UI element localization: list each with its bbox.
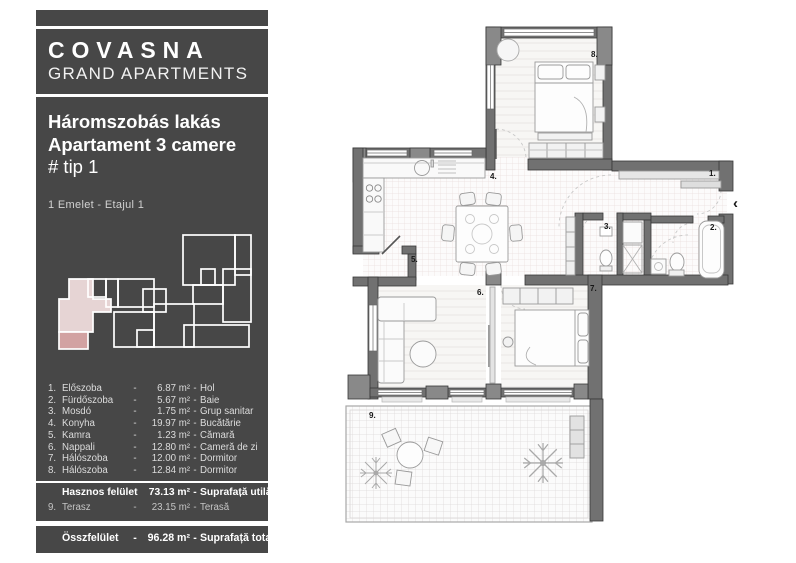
spacer xyxy=(48,487,62,499)
dash: - xyxy=(133,464,137,476)
floor-label: 1 Emelet - Etajul 1 xyxy=(48,199,145,211)
minimap-building-outline xyxy=(88,235,251,347)
dash: - xyxy=(133,383,137,394)
room-num: 5. xyxy=(48,429,57,441)
useful-label-hu: Hasznos felület xyxy=(62,487,138,498)
brand-panel xyxy=(36,29,268,94)
dash: - xyxy=(133,394,137,406)
useful-label-ro: Suprafață utilă xyxy=(200,487,272,498)
total-label-hu: Összfelület xyxy=(62,532,119,544)
hall-shelf-2 xyxy=(681,181,721,188)
room-area: 1.75 m² xyxy=(157,406,190,418)
room-name-hu: Hálószoba xyxy=(62,453,108,465)
dash: - xyxy=(193,383,197,394)
label-room-2: 2. xyxy=(710,223,717,232)
wardrobe-8 xyxy=(529,143,603,158)
dash: - xyxy=(193,502,197,513)
terrace-label-hu: Terasz xyxy=(62,502,91,513)
dash: - xyxy=(193,394,197,406)
summary-useful-row xyxy=(48,487,272,499)
label-room-6: 6. xyxy=(477,288,484,297)
label-room-3: 3. xyxy=(604,222,611,231)
room-name-hu: Kamra xyxy=(62,429,91,441)
separator-line xyxy=(36,481,268,483)
spacer xyxy=(48,533,62,545)
dash: - xyxy=(193,487,197,498)
useful-value: 73.13 m² xyxy=(148,487,190,498)
label-room-5: 5. xyxy=(411,255,418,264)
room-num: 3. xyxy=(48,406,57,418)
room-list-row xyxy=(48,465,258,477)
label-room-9: 9. xyxy=(369,411,376,420)
label-room-1: 1. xyxy=(709,169,716,178)
minimap-highlight-apartment xyxy=(59,279,111,332)
room-name-ro: Cămară xyxy=(200,429,235,441)
room-name-ro: Bucătărie xyxy=(200,418,241,430)
room-name-hu: Előszoba xyxy=(62,383,102,394)
apartment-type: # tip 1 xyxy=(48,156,99,177)
room-list-row xyxy=(48,418,258,430)
room-num: 1. xyxy=(48,383,57,394)
dash: - xyxy=(193,418,197,430)
dash: - xyxy=(133,532,137,544)
dash: - xyxy=(193,464,197,476)
room-area: 12.84 m² xyxy=(151,464,190,476)
dash: - xyxy=(193,429,197,441)
floor-terrace xyxy=(346,406,592,522)
floor-plan xyxy=(338,7,790,555)
hall-shelf xyxy=(619,171,719,179)
room-list-row xyxy=(48,383,258,395)
total-panel xyxy=(36,526,281,553)
dash: - xyxy=(133,453,137,465)
label-room-7: 7. xyxy=(590,284,597,293)
room-num: 2. xyxy=(48,394,57,406)
room-list-row xyxy=(48,453,258,465)
room-list-row xyxy=(48,395,258,407)
entrance-arrow-icon: ‹ xyxy=(733,195,738,212)
brand-title: COVASNA xyxy=(48,37,210,63)
terrace-label-ro: Terasă xyxy=(200,502,230,513)
room-list xyxy=(48,383,258,477)
kitchen-cupboard xyxy=(566,217,575,275)
brand-subtitle: GRAND APARTMENTS xyxy=(48,64,249,83)
room-name-hu: Konyha xyxy=(62,418,95,430)
room-num: 4. xyxy=(48,418,57,430)
dash: - xyxy=(133,502,137,513)
room-name-hu: Hálószoba xyxy=(62,464,108,476)
room-num: 8. xyxy=(48,464,57,476)
room-area: 12.80 m² xyxy=(151,441,190,453)
minimap xyxy=(50,221,256,361)
summary-terrace-row xyxy=(48,502,258,514)
room-num: 6. xyxy=(48,441,57,453)
dash: - xyxy=(133,441,137,453)
dash: - xyxy=(133,406,137,418)
dash: - xyxy=(193,532,197,544)
summary-total-row xyxy=(48,532,281,545)
room-name-ro: Baie xyxy=(200,394,220,406)
terrace-value: 23.15 m² xyxy=(151,502,190,513)
sidebar-top-bar xyxy=(36,10,268,26)
dash: - xyxy=(193,453,197,465)
room-list-row xyxy=(48,430,258,442)
coffee-table xyxy=(410,341,436,367)
apartment-title-ro: Apartament 3 camere xyxy=(48,133,237,155)
bed-7 xyxy=(503,310,589,366)
sidebar xyxy=(36,10,281,555)
room-num: 7. xyxy=(48,453,57,465)
apartment-title xyxy=(48,111,236,179)
apartment-title-hu: Háromszobás lakás xyxy=(48,111,221,132)
room-name-ro: Dormitor xyxy=(200,464,238,476)
dash: - xyxy=(193,441,197,453)
room-name-ro: Dormitor xyxy=(200,453,238,465)
terrace-num: 9. xyxy=(48,502,57,513)
sidebar-main-panel xyxy=(36,97,272,521)
room-name-ro: Grup sanitar xyxy=(200,406,254,418)
wardrobe-7 xyxy=(503,288,573,304)
label-room-4: 4. xyxy=(490,172,497,181)
total-label-ro: Suprafață totală xyxy=(200,532,281,544)
room-name-ro: Hol xyxy=(200,383,215,394)
room-list-row xyxy=(48,406,258,418)
label-room-8: 8. xyxy=(591,50,598,59)
room-name-hu: Fürdőszoba xyxy=(62,394,114,406)
sliding-door xyxy=(490,287,495,383)
room-name-ro: Cameră de zi xyxy=(200,441,258,453)
dash: - xyxy=(133,429,137,441)
room-name-hu: Nappali xyxy=(62,441,95,453)
dash: - xyxy=(193,406,197,418)
dash: - xyxy=(133,418,137,430)
room-name-hu: Mosdó xyxy=(62,406,92,418)
minimap-highlight-terrace xyxy=(59,332,88,349)
room-area: 12.00 m² xyxy=(151,453,190,465)
room-area: 6.87 m² xyxy=(157,383,190,394)
room-area: 5.67 m² xyxy=(157,394,190,406)
total-value: 96.28 m² xyxy=(147,532,190,544)
spacer xyxy=(130,487,140,499)
room-area: 1.23 m² xyxy=(157,429,190,441)
room-area: 19.97 m² xyxy=(151,418,190,430)
room-list-row xyxy=(48,442,258,454)
